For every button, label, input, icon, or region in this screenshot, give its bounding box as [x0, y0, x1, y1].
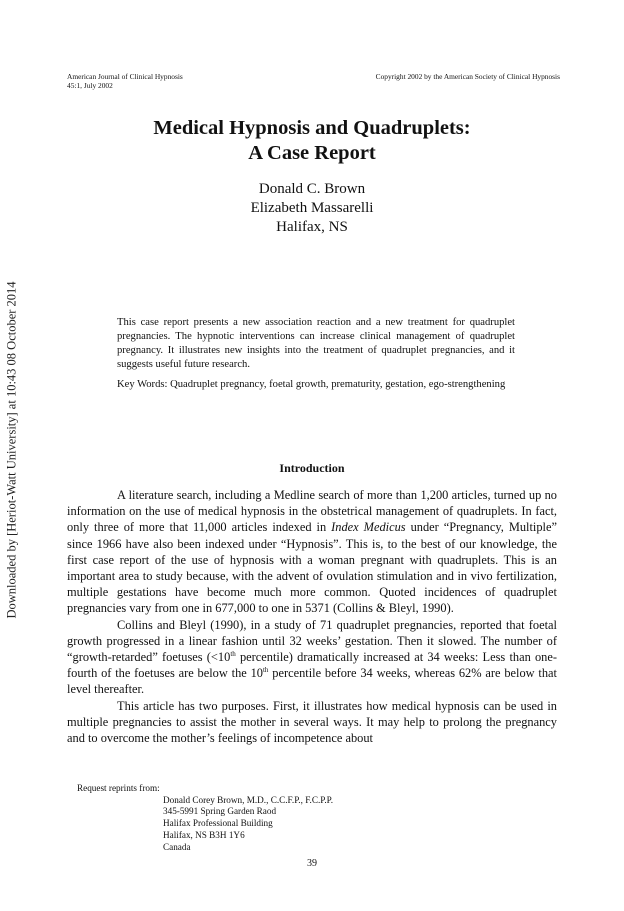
author-location: Halifax, NS: [276, 219, 348, 235]
index-medicus-italic: Index Medicus: [331, 520, 406, 535]
download-stamp: [3, 265, 21, 635]
author-1: Donald C. Brown: [258, 181, 366, 197]
author-2: Elizabeth Massarelli: [250, 200, 374, 216]
abstract: [117, 316, 515, 398]
reprint-line-4: Halifax, NS B3H 1Y6: [163, 829, 245, 840]
abstract-text: This case report presents a new association reaction and a new treatment for quadruplet pregnancies. The hypnotic interventions can increase clinical management of quadruplet pregnancy. It illustrates new insights into the treatment of quadruplet pregnancies, and it suggests useful future research.: [117, 317, 515, 370]
paragraph-1-text-b: under “Pregnancy, Multiple” since 1966 have also been indexed under “Hypnosis”. This is, to the best of our knowledge, the first case report of the use of hypnosis with a woman pregnant with quadruplets. This is an important area to study because, with the advent of ovulation stimulation and in vivo fertilization, multiple gestations have become much more common. Quoted incidences of quadruplet pregnancies vary from one in 677,000 to one in 5371 (Collins & Bleyl, 1990).: [67, 520, 557, 616]
reprint-line-1: Donald Corey Brown, M.D., C.C.F.P., F.C.P.P.: [163, 794, 334, 805]
reprint-address: [77, 795, 333, 854]
superscript-th-1: th: [230, 649, 236, 658]
paragraph-1: [67, 487, 557, 617]
body-text: [67, 487, 557, 746]
title-line-1: Medical Hypnosis and Quadruplets:: [153, 117, 471, 139]
reprint-request: [77, 783, 333, 853]
paper-title: [60, 116, 564, 166]
paragraph-1-text-a: A literature search, including a Medline search of more than 1,200 articles, turned up no information on the use of medical hypnosis in the obstetrical management of quadruplets. In fact, only three of more that 11,000 articles indexed in: [67, 488, 557, 535]
reprint-line-3: Halifax Professional Building: [163, 818, 273, 829]
paragraph-2-text-c: percentile before 34 weeks, whereas 62% are below that level thereafter.: [67, 666, 557, 697]
paragraph-2-text-b: percentile) dramatically increased at 34 weeks: Less than one-fourth of the foetuses are below the 10: [67, 650, 557, 681]
journal-name: American Journal of Clinical Hypnosis: [67, 72, 183, 81]
journal-header: [67, 72, 183, 90]
journal-issue: 45:1, July 2002: [67, 81, 113, 90]
reprint-line-2: 345-5991 Spring Garden Raod: [163, 806, 277, 817]
copyright-notice: Copyright 2002 by the American Society of Clinical Hypnosis: [375, 72, 560, 81]
page-number: 39: [307, 858, 317, 869]
title-line-2: A Case Report: [248, 142, 376, 164]
reprint-line-5: Canada: [163, 841, 191, 852]
superscript-th-2: th: [262, 666, 269, 675]
author-block: [60, 180, 564, 237]
section-heading-introduction: Introduction: [279, 461, 345, 475]
paragraph-2: [67, 617, 557, 698]
keywords: Key Words: Quadruplet pregnancy, foetal growth, prematurity, gestation, ego-strengthening: [117, 379, 506, 390]
download-stamp-text: Downloaded by [Heriot-Watt University] at 10:43 08 October 2014: [4, 281, 19, 619]
paragraph-2-text-a: Collins and Bleyl (1990), in a study of 71 quadruplet pregnancies, reported that foetal growth progressed in a linear fashion until 32 weeks’ gestation. Then it slowed. The number of “growth-retarded” foetuses (<10: [67, 617, 557, 665]
reprint-label: Request reprints from:: [77, 783, 160, 793]
paragraph-3: This article has two purposes. First, it illustrates how medical hypnosis can be used in multiple pregnancies to assist the mother in several ways. It may help to prolong the pregnancy and to overcome the mother’s feelings of incompetence about: [67, 698, 557, 746]
